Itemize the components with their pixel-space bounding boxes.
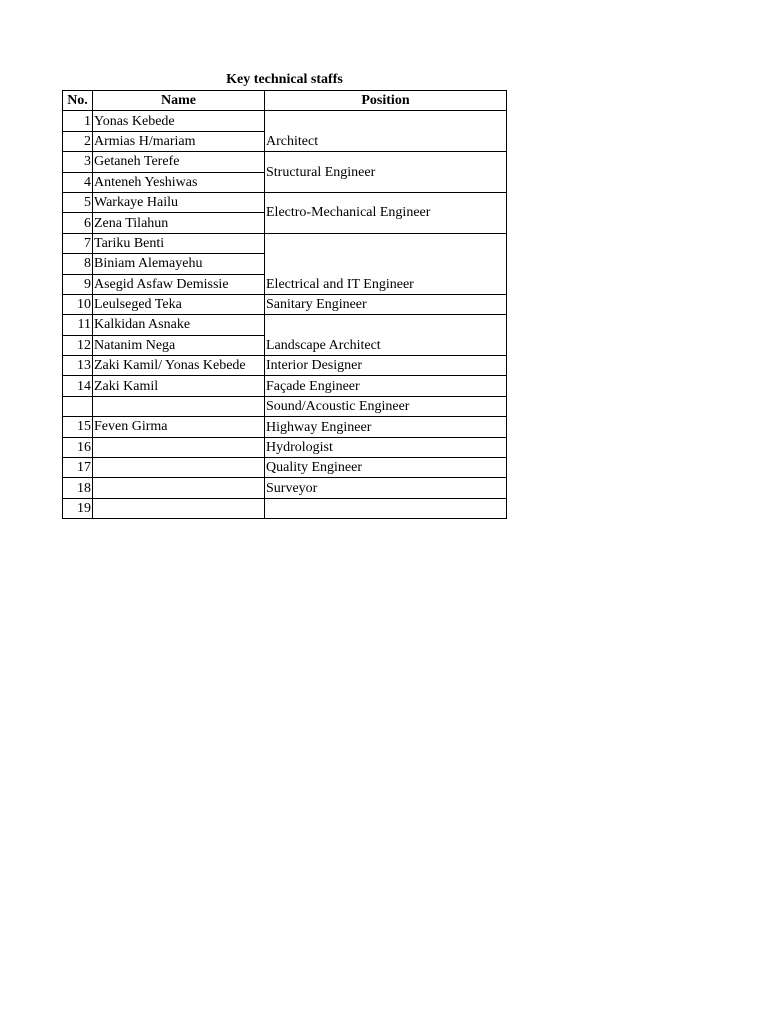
table-row (63, 498, 507, 518)
table-row (63, 396, 507, 416)
staff-name: Zena Tilahun (93, 213, 265, 233)
row-number: 2 (63, 131, 93, 151)
row-number: 13 (63, 356, 93, 376)
empty-cell (265, 498, 507, 518)
staff-name: Warkaye Hailu (93, 192, 265, 212)
row-number: 17 (63, 458, 93, 478)
row-number: 19 (63, 498, 93, 518)
position-cell: Electrical and IT Engineer (265, 233, 507, 294)
staff-name: Natanim Nega (93, 335, 265, 355)
sheet-title: Key technical staffs (226, 72, 343, 87)
table-row (63, 356, 507, 376)
row-number: 8 (63, 254, 93, 274)
position-cell: Hydrologist (265, 437, 507, 457)
staff-name: Kalkidan Asnake (93, 315, 265, 335)
position-cell: Interior Designer (265, 356, 507, 376)
table-row (63, 192, 507, 212)
staff-name: Zaki Kamil (93, 376, 265, 396)
row-number: 12 (63, 335, 93, 355)
row-number: 9 (63, 274, 93, 294)
position-cell: Electro-Mechanical Engineer (265, 192, 507, 233)
position-cell: Sanitary Engineer (265, 294, 507, 314)
row-number: 6 (63, 213, 93, 233)
row-number: 1 (63, 111, 93, 131)
staff-name: Leulseged Teka (93, 294, 265, 314)
row-number: 15 (63, 417, 93, 437)
position-cell: Façade Engineer (265, 376, 507, 396)
staff-name: Getaneh Terefe (93, 152, 265, 172)
table-row (63, 478, 507, 498)
row-number (63, 396, 93, 416)
table-row (63, 233, 507, 253)
position-cell: Quality Engineer (265, 458, 507, 478)
row-number: 3 (63, 152, 93, 172)
position-cell: Highway Engineer (265, 417, 507, 437)
position-cell: Landscape Architect (265, 315, 507, 356)
header-name: Name (93, 91, 265, 111)
staff-name: Zaki Kamil/ Yonas Kebede (93, 356, 265, 376)
table-row (63, 152, 507, 172)
row-number: 18 (63, 478, 93, 498)
staff-name (93, 437, 265, 457)
staff-name: Yonas Kebede (93, 111, 265, 131)
row-number: 10 (63, 294, 93, 314)
staff-name: Biniam Alemayehu (93, 254, 265, 274)
header-position: Position (265, 91, 507, 111)
header-no: No. (63, 91, 93, 111)
staff-name (93, 396, 265, 416)
staff-name: Asegid Asfaw Demissie (93, 274, 265, 294)
row-number: 5 (63, 192, 93, 212)
table-row (63, 294, 507, 314)
row-number: 14 (63, 376, 93, 396)
empty-cell (93, 498, 265, 518)
header-row (63, 91, 507, 111)
position-cell: Architect (265, 111, 507, 152)
position-cell: Structural Engineer (265, 152, 507, 193)
position-cell: Surveyor (265, 478, 507, 498)
staff-name: Tariku Benti (93, 233, 265, 253)
row-number: 4 (63, 172, 93, 192)
row-number: 7 (63, 233, 93, 253)
position-cell: Sound/Acoustic Engineer (265, 396, 507, 416)
staff-name: Armias H/mariam (93, 131, 265, 151)
table-row (63, 315, 507, 335)
table-row (63, 417, 507, 437)
staff-name: Feven Girma (93, 417, 265, 437)
row-number: 16 (63, 437, 93, 457)
table-row (63, 111, 507, 131)
table-row (63, 458, 507, 478)
staff-name (93, 458, 265, 478)
key-staff-table (62, 90, 507, 519)
staff-name (93, 478, 265, 498)
table-row (63, 437, 507, 457)
table-row (63, 376, 507, 396)
staff-name: Anteneh Yeshiwas (93, 172, 265, 192)
row-number: 11 (63, 315, 93, 335)
